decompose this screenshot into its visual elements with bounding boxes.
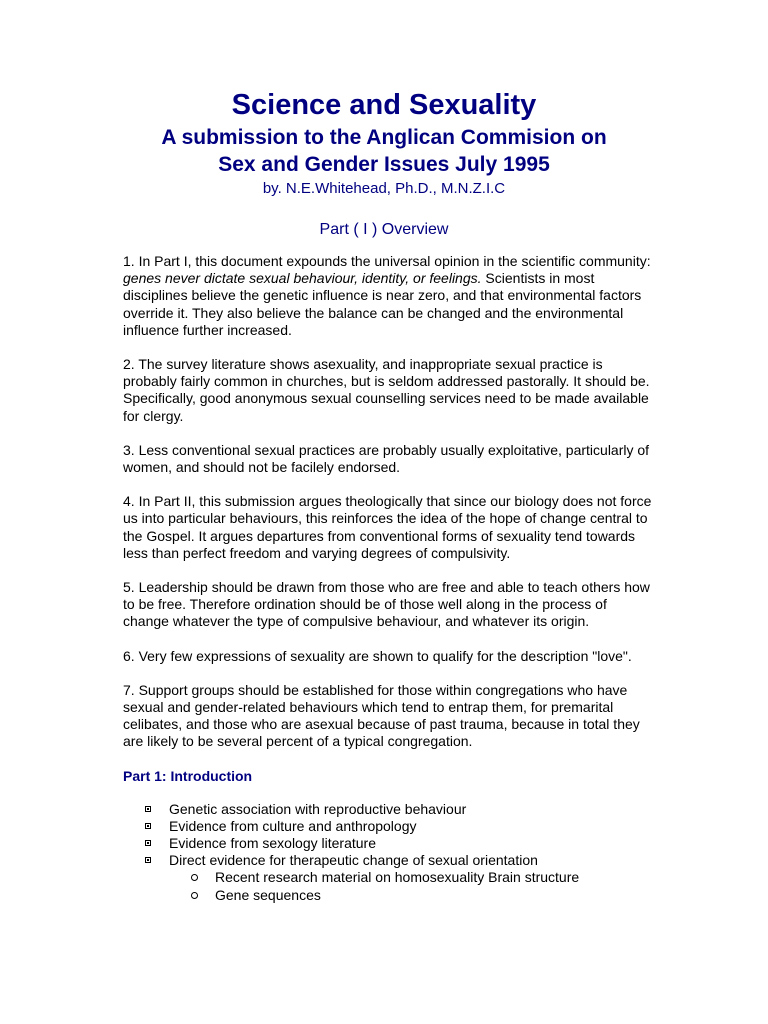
- list-item: [123, 818, 653, 835]
- square-bullet-icon: [145, 823, 151, 829]
- subtitle-line-1: A submission to the Anglican Commision on: [161, 126, 607, 149]
- paragraph-1-end: Scientists in most disciplines believe the genetic influence is near zero, and that environmental factors override it. They also believe the balance can be changed and the environmental influence further increased.: [123, 270, 642, 338]
- list-item-label: Genetic association with reproductive behaviour: [169, 800, 467, 817]
- part-heading: Part ( I ) Overview: [319, 221, 449, 238]
- square-bullet-icon: [145, 840, 151, 846]
- document-header: [0, 88, 768, 240]
- section-list: [123, 801, 653, 870]
- list-item: [123, 835, 653, 852]
- list-item-label: Evidence from culture and anthropology: [169, 817, 417, 834]
- paragraph-1-start: 1. In Part I, this document expounds the universal opinion in the scientific community:: [123, 253, 651, 269]
- author-byline: by. N.E.Whitehead, Ph.D., M.N.Z.I.C: [262, 180, 506, 197]
- sublist-item-label: Gene sequences: [215, 886, 321, 903]
- circle-bullet-icon: [191, 892, 198, 899]
- section-sublist: [123, 869, 653, 903]
- paragraph-1-italic: genes never dictate sexual behaviour, identity, or feelings.: [123, 270, 482, 287]
- document-body: [123, 253, 653, 904]
- document-title: Science and Sexuality: [231, 89, 537, 121]
- list-item-label: Direct evidence for therapeutic change of sexual orientation: [169, 852, 538, 869]
- subtitle-line-2: Sex and Gender Issues July 1995: [218, 153, 550, 176]
- paragraph-3: 3. Less conventional sexual practices are probably usually exploitative, particularly of women, and should not be facilely endorsed.: [123, 441, 650, 476]
- paragraph-4: 4. In Part II, this submission argues theologically that since our biology does not force us into particular behaviours, this reinforces the idea of the hope of change central to the Gospel. It argues departures from conventional forms of sexuality tend towards less than perfect freedom and varying degrees of compulsivity.: [123, 493, 652, 561]
- sublist-item-label: Recent research material on homosexuality Brain structure: [215, 869, 580, 886]
- document-subtitle: [0, 124, 768, 178]
- circle-bullet-icon: [191, 874, 198, 881]
- square-bullet-icon: [145, 806, 151, 812]
- sublist-item: [123, 869, 653, 886]
- square-bullet-icon: [145, 857, 151, 863]
- paragraph-5: 5. Leadership should be drawn from those who are free and able to teach others how to be free. Therefore ordination should be of those well along in the process of change whatever the type of compulsive behaviour, and whatever its origin.: [123, 579, 650, 630]
- paragraph-2: 2. The survey literature shows asexuality, and inappropriate sexual practice is probably fairly common in churches, but is seldom addressed pastorally. It should be. Specifically, good anonymous sexual counselling services need to be made available for clergy.: [123, 356, 650, 424]
- paragraph-1: [123, 253, 653, 339]
- list-item: [123, 801, 653, 818]
- paragraph-7: 7. Support groups should be established for those within congregations who have sexual and gender-related behaviours which tend to entrap them, for premarital celibates, and those who are asexual because of past trauma, because in total they are likely to be several percent of a typical congregation.: [123, 681, 640, 750]
- section-title: Part 1: Introduction: [123, 767, 253, 784]
- list-item: [123, 852, 653, 869]
- paragraph-6: 6. Very few expressions of sexuality are shown to qualify for the description "love".: [123, 647, 632, 664]
- list-item-label: Evidence from sexology literature: [169, 835, 376, 852]
- sublist-item: [123, 887, 653, 904]
